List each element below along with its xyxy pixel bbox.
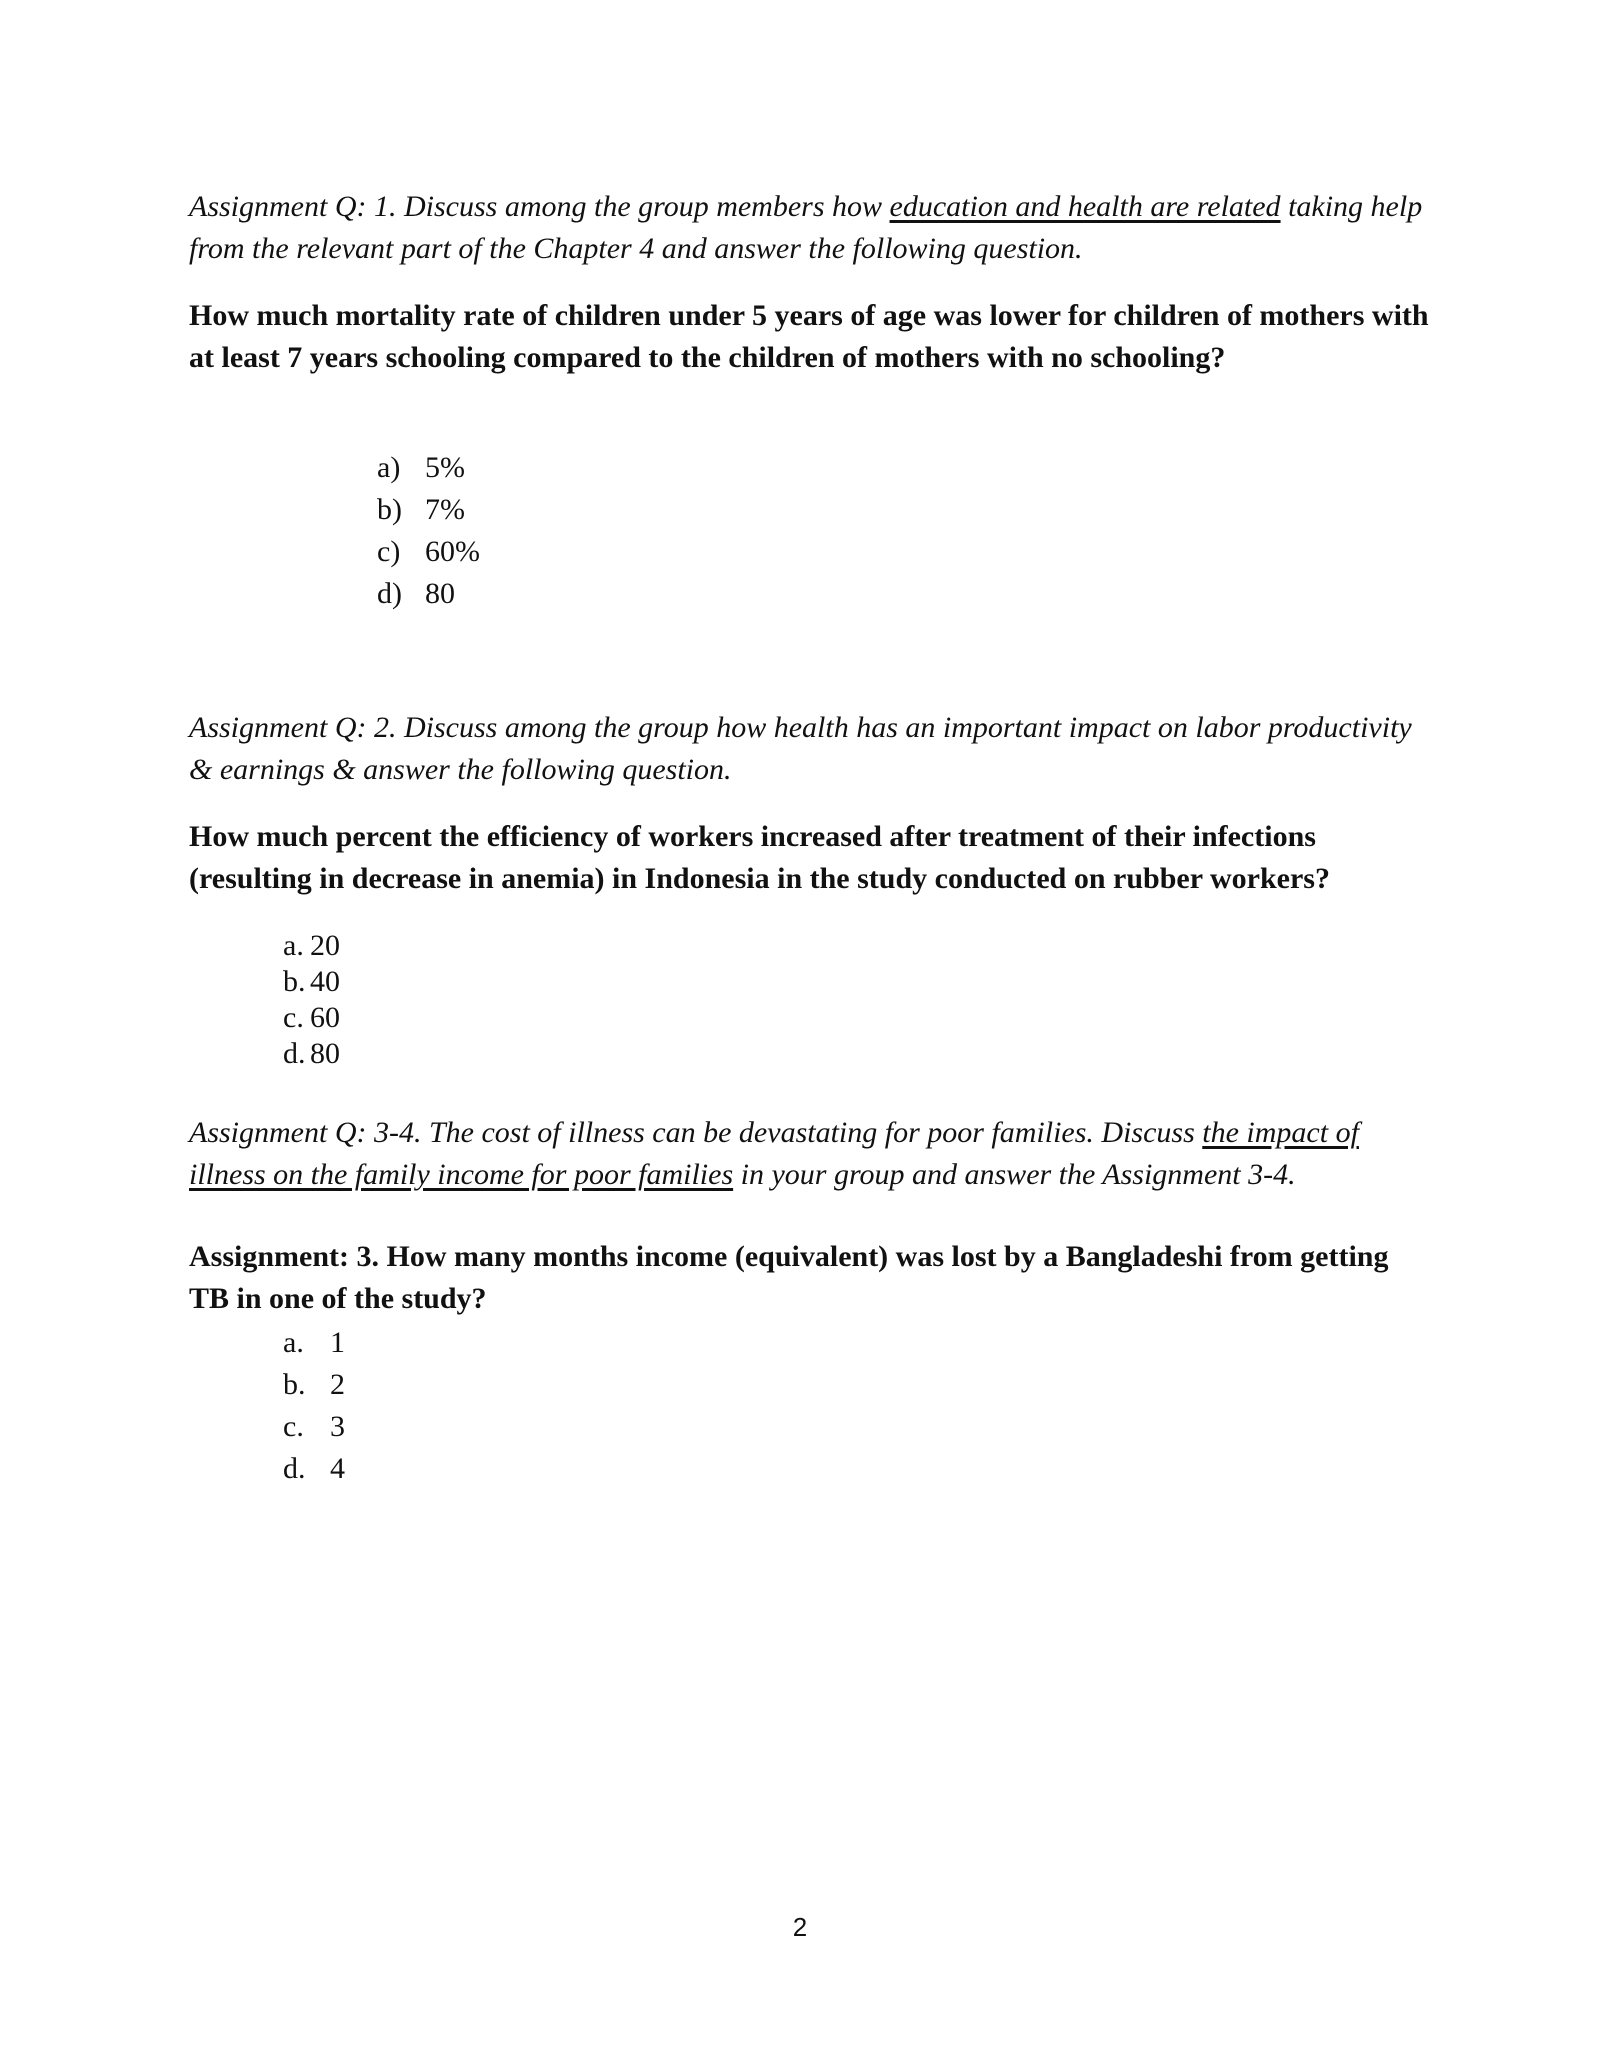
q3-option-label: b. xyxy=(283,1368,306,1401)
q2-option-label: b. xyxy=(283,965,306,998)
q1-option-text: 5% xyxy=(425,451,465,484)
q2-option xyxy=(283,964,340,1000)
q1-option xyxy=(377,447,480,489)
q1-intro-text-b: taking help from the relevant part of the Chapter 4 and answer the following question. xyxy=(189,190,1423,265)
q3-option-text: 1 xyxy=(330,1326,345,1359)
q1-option-text: 7% xyxy=(425,493,465,526)
q1-option-label: a) xyxy=(377,451,401,484)
q2-question: How much percent the efficiency of workers increased after treatment of their infections (resulting in decrease in anemia) in Indonesia in the study conducted on rubber workers? xyxy=(189,820,1330,895)
q3-option-text: 4 xyxy=(330,1452,345,1485)
q3-intro-text-a: Assignment Q: 3-4. The cost of illness can be devastating for poor families. Discuss xyxy=(189,1116,1203,1149)
q3-option-label: c. xyxy=(283,1410,304,1443)
q3-option xyxy=(283,1322,345,1364)
q3-intro-underlined: the impact of illness on the family income for poor families xyxy=(189,1116,1359,1191)
q3-option xyxy=(283,1406,345,1448)
q2-option xyxy=(283,1036,340,1072)
q1-option-text: 60% xyxy=(425,535,480,568)
q1-intro-underlined: education and health are related xyxy=(889,190,1281,223)
q1-intro-text-a: Assignment Q: 1. Discuss among the group members how xyxy=(189,190,890,223)
q3-option-label: d. xyxy=(283,1452,306,1485)
q2-option xyxy=(283,928,340,964)
q3-option-label: a. xyxy=(283,1326,304,1359)
q1-options-list xyxy=(377,447,480,615)
page-number: 2 xyxy=(792,1912,808,1942)
q1-question: How much mortality rate of children under 5 years of age was lower for children of mothers with at least 7 years schooling compared to the children of mothers with no schooling? xyxy=(189,299,1429,374)
q1-option xyxy=(377,531,480,573)
q3-option xyxy=(283,1448,345,1490)
q3-intro xyxy=(189,1112,1429,1196)
q2-option xyxy=(283,1000,340,1036)
q1-option-label: c) xyxy=(377,535,401,568)
q1-option-text: 80 xyxy=(425,577,455,610)
q2-option-label: a. xyxy=(283,929,304,962)
q2-option-text: 20 xyxy=(310,929,340,962)
q2-option-text: 80 xyxy=(310,1037,340,1070)
q3-option xyxy=(283,1364,345,1406)
q3-intro-text-b: in your group and answer the Assignment 3-4. xyxy=(733,1158,1296,1191)
q2-option-text: 40 xyxy=(310,965,340,998)
q3-options-list xyxy=(283,1322,345,1490)
q2-option-text: 60 xyxy=(310,1001,340,1034)
q2-options-list xyxy=(283,928,340,1072)
q1-option xyxy=(377,489,480,531)
q1-option xyxy=(377,573,480,615)
q3-question: Assignment: 3. How many months income (equivalent) was lost by a Bangladeshi from getting TB in one of the study? xyxy=(189,1240,1389,1315)
q2-option-label: c. xyxy=(283,1001,304,1034)
q2-intro: Assignment Q: 2. Discuss among the group how health has an important impact on labor productivity & earnings & answer the following question. xyxy=(189,711,1412,786)
q1-option-label: b) xyxy=(377,493,402,526)
q1-intro xyxy=(189,186,1429,270)
q3-option-text: 3 xyxy=(330,1410,345,1443)
q1-option-label: d) xyxy=(377,577,402,610)
q3-option-text: 2 xyxy=(330,1368,345,1401)
q2-option-label: d. xyxy=(283,1037,306,1070)
